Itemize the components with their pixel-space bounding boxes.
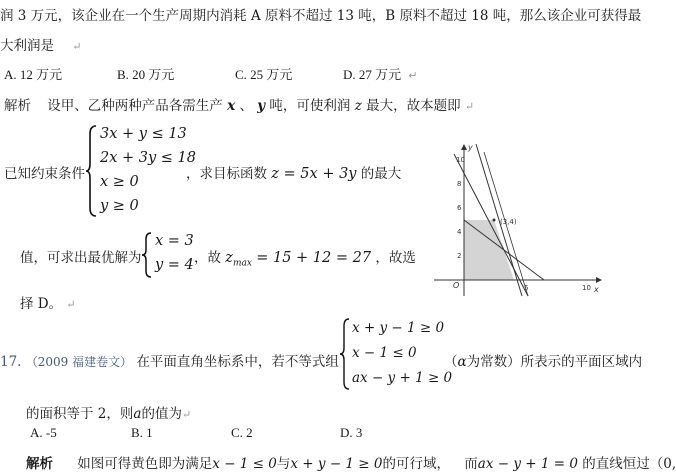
q17-option-c (231, 425, 253, 441)
text-line-2 (0, 34, 82, 54)
x-tick-10: 10 (582, 284, 591, 292)
q17-source: （2009 福建卷文） (25, 355, 133, 369)
return-mark: ↵ (181, 408, 192, 421)
analysis2-formula-2: x + y − 1 ≥ 0 (290, 456, 383, 472)
zmax-symbol: z (225, 250, 233, 266)
zmax-line (194, 246, 416, 269)
analysis2-text-c: 的直线恒过（0, (582, 456, 676, 472)
point-label: (3,4) (500, 218, 517, 226)
y-tick-8: 8 (457, 180, 462, 188)
constraint-4 (100, 198, 139, 214)
analysis2-formula-1: x − 1 ≤ 0 (212, 456, 277, 472)
option-d-label: D. 27 万元 (343, 67, 402, 82)
q17-param-b: 为常数）所表示的平面区域内 (466, 354, 643, 370)
constraint-1-text: 3x + y ≤ 13 (100, 126, 187, 142)
objective-text: ，求目标函数 (186, 166, 267, 182)
q17-line-1 (0, 350, 339, 370)
constraint-1 (100, 126, 187, 142)
text-line-1 (0, 4, 641, 24)
solution-x (155, 233, 194, 249)
q17-var-a: a (133, 406, 142, 422)
analysis-label: 解析 (4, 98, 31, 114)
analysis2-and: 与 (276, 456, 291, 472)
return-mark: ↵ (72, 40, 82, 53)
option-a (4, 64, 62, 83)
y-axis-label: y (468, 143, 473, 152)
q17-text-b: 的面积等于 2，则 (26, 406, 134, 422)
analysis-line (4, 94, 474, 114)
y-tick-2: 2 (457, 252, 462, 260)
q17-system-2-text: x − 1 ≤ 0 (352, 345, 417, 361)
value-text: 值，可求出最优解为 (20, 250, 142, 266)
q17-param-var: α (457, 354, 467, 370)
analysis2-formula-3: ax − y + 1 = 0 (477, 456, 578, 472)
zmax-subscript: max (232, 258, 252, 269)
solution-x-text: x = 3 (155, 233, 194, 249)
constraint-2 (100, 150, 196, 166)
y-tick-10: 10 (456, 156, 465, 164)
var-z: z (354, 98, 362, 114)
zmax-text-b: ，故选 (375, 250, 416, 266)
q17-text-c: 的值为 (141, 406, 182, 422)
q17-option-a-label: A. -5 (30, 425, 57, 440)
q17-option-a (30, 425, 57, 441)
q17-text-a: 在平面直角坐标系中，若不等式组 (136, 354, 339, 370)
x-tick-5: 5 (524, 284, 529, 292)
solution-y-text: y = 4 (155, 257, 194, 273)
constraint-brace (86, 124, 98, 218)
q17-system-1 (352, 320, 444, 336)
q17-option-c-label: C. 2 (231, 425, 253, 440)
y-tick-4: 4 (457, 228, 462, 236)
q17-system-1-text: x + y − 1 ≥ 0 (352, 320, 445, 336)
q17-system-3-text: ax − y + 1 ≥ 0 (352, 370, 453, 386)
option-d (343, 64, 418, 83)
feasible-region-graph (424, 140, 604, 300)
constraint-3-text: x ≥ 0 (100, 174, 139, 190)
objective-line (186, 162, 401, 182)
solution-brace (142, 232, 152, 278)
analysis2-and2: 而 (464, 456, 478, 472)
return-mark: ↵ (66, 298, 76, 311)
var-y: y (257, 98, 266, 114)
known-constraint-label (4, 162, 85, 182)
text-line-1-content: 润 3 万元，该企业在一个生产周期内消耗 A 原料不超过 13 吨，B 原料不超过 18 吨，那么该企业可获得最 (0, 8, 642, 24)
q17-option-d (340, 425, 362, 441)
q17-system-3 (352, 370, 452, 386)
constraint-2-text: 2x + 3y ≤ 18 (100, 150, 197, 166)
origin-label: O (453, 281, 460, 290)
choose-text: 择 D。 (20, 296, 63, 312)
q17-line-2 (26, 402, 191, 422)
value-line (20, 246, 142, 266)
known-constraint-text: 已知约束条件 (4, 166, 85, 182)
return-mark: ↵ (464, 100, 475, 113)
analysis2-text-b: 的可行域， (382, 456, 450, 472)
return-mark: ↵ (408, 70, 418, 82)
q17-param-line (444, 350, 642, 370)
solution-y (155, 257, 194, 273)
var-x: x (227, 98, 236, 114)
analysis-text-a: 设甲、乙种两种产品各需生产 (47, 98, 223, 114)
x-axis-label: x (594, 285, 599, 294)
objective-tail: 的最大 (360, 166, 402, 182)
q17-system-2 (352, 345, 417, 361)
analysis2-line (26, 452, 676, 472)
q17-number: 17. (0, 354, 22, 370)
option-c (235, 64, 292, 83)
option-a-label: A. 12 万元 (4, 67, 63, 82)
q17-param-a: （ (444, 354, 458, 370)
analysis2-label: 解析 (26, 456, 53, 472)
q17-option-d-label: D. 3 (340, 425, 363, 440)
text-line-2-content: 大利润是 (0, 38, 54, 54)
q17-option-b-label: B. 1 (131, 425, 153, 440)
zmax-equation: = 15 + 12 = 27 (256, 250, 372, 266)
constraint-4-text: y ≥ 0 (100, 198, 139, 214)
q17-system-brace (340, 318, 350, 390)
y-tick-6: 6 (457, 204, 462, 212)
option-b (117, 64, 174, 83)
option-c-label: C. 25 万元 (235, 67, 293, 82)
choose-line (20, 292, 76, 312)
constraint-3 (100, 174, 139, 190)
analysis-text-b: 吨，可使利润 (269, 98, 351, 114)
separator: 、 (239, 98, 253, 114)
analysis-text-c: 最大，故本题即 (366, 98, 461, 114)
analysis2-text-a: 如图可得黄色即为满足 (77, 456, 213, 472)
q17-option-b (131, 425, 153, 441)
zmax-text-a: ，故 (194, 250, 221, 266)
feasible-region (464, 220, 514, 280)
objective-formula: z = 5x + 3y (271, 166, 357, 182)
option-b-label: B. 20 万元 (117, 67, 175, 82)
